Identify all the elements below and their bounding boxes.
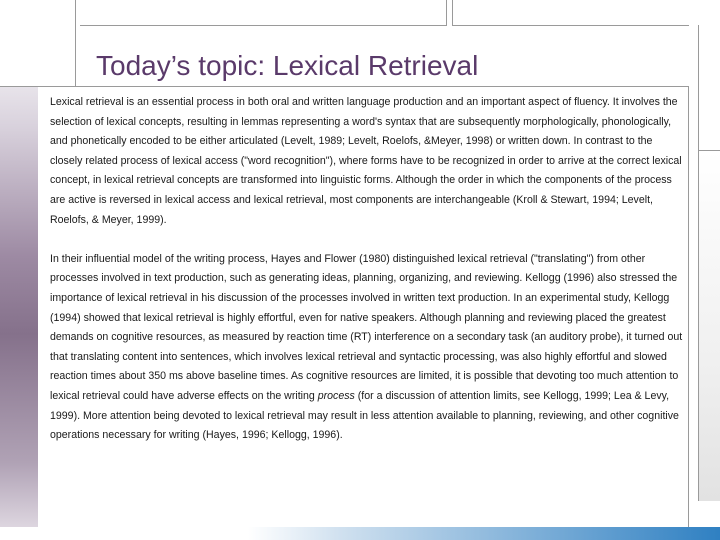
- slide-body: [50, 93, 686, 446]
- right-frame-bar-lower: [698, 150, 720, 501]
- slide-title: Today’s topic: Lexical Retrieval: [96, 50, 479, 81]
- title-left-frame: [0, 25, 76, 87]
- paragraph-text-part: (for a discussion of attention limits, see Kellogg, 1999; Lea & Levy, 1999). More attention being devoted to lexical retrieval may result in less attention available to planning, reviewing, and other cognitive operations necessary for writing (Hayes, 1996; Kellogg, 1996).: [50, 389, 679, 442]
- paragraph-text-part: In their influential model of the writing process, Hayes and Flower (1980) distinguished lexical retrieval ("translating") from other processes involved in text production, such as generating ideas, planning, organizing, and reviewing. Kellogg (1996) also stressed the importance of lexical retrieval in his discussion of the processes involved in written text production. In an experimental study, Kellogg (1994) showed that lexical retrieval is highly effortful, even for native speakers. Although planning and reviewing placed the greatest demands on cognitive resources, as measured by reaction time (RT) interference on a secondary task (an auditory probe), it turned out that translating content into sentences, which involves lexical retrieval and syntactic processing, was also highly effortful and slowed reaction times about 350 ms above baseline times. As cognitive resources are limited, it is possible that devoting too much attention to lexical retrieval could have adverse effects on the writing: [50, 252, 683, 402]
- top-left-frame-box: [0, 0, 76, 26]
- left-gradient-bar: [0, 25, 38, 540]
- top-middle-frame-box: [80, 0, 447, 26]
- top-right-frame-box: [452, 0, 689, 26]
- paragraph-writing-process-model: [50, 250, 686, 446]
- bottom-blue-gradient-bar: [248, 527, 720, 540]
- right-frame-bar-upper: [698, 25, 720, 150]
- paragraph-lexical-retrieval-definition: Lexical retrieval is an essential process in both oral and written language production and an important aspect of fluency. It involves the selection of lexical concepts, resulting in lemmas representing a word's syntax that are subsequently morphologically, phonologically, and phonetically encoded to be either articulated (Levelt, 1989; Levelt, Roelofs, &Meyer, 1998) or written down. In contrast to the closely related process of lexical access ("word recognition"), where forms have to be recognized in order to arrive at the correct lexical concept, in lexical retrieval concepts are transformed into linguistic forms. Although the order in which the components of the process are active is reversed in lexical access and lexical retrieval, most components are interchangeable (Kroll & Stewart, 1994; Levelt, Roelofs, & Meyer, 1999).: [50, 96, 682, 226]
- italic-word-process: process: [317, 389, 355, 402]
